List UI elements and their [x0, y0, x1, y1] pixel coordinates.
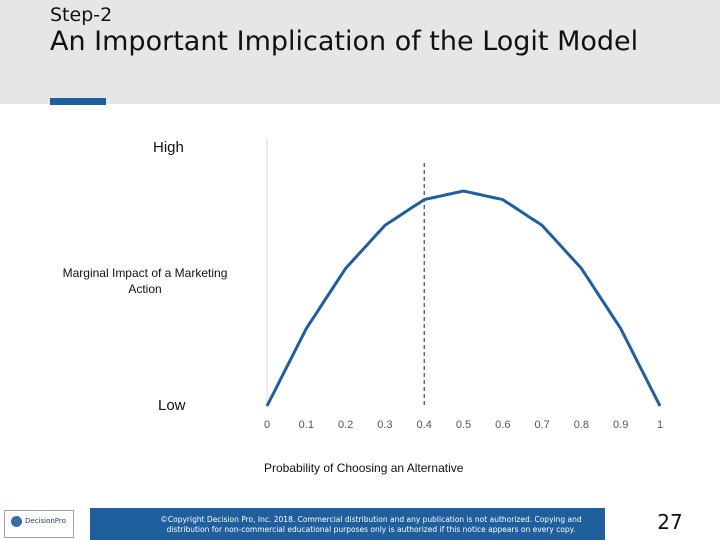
logo-text: DecisionPro [25, 517, 66, 525]
logo-icon [11, 516, 22, 527]
x-axis-title: Probability of Choosing an Alternative [264, 461, 464, 475]
y-axis-title: Marginal Impact of a Marketing Action [62, 266, 228, 296]
x-tick-label: 0.8 [573, 419, 590, 431]
page-number: 27 [657, 510, 683, 534]
x-tick-label: 0.6 [495, 419, 511, 431]
copyright-notice: ©Copyright Decision Pro, Inc. 2018. Commercial distribution and any publication is not authorized. Copying and distribution for non-commercial educational purposes only is authorized if this notice appears on every copy. [160, 515, 582, 534]
x-tick-label: 1 [656, 419, 664, 431]
x-tick-label: 0.1 [298, 419, 314, 431]
company-logo [4, 510, 74, 538]
x-tick-label: 0.9 [613, 419, 629, 431]
x-tick-label: 0.7 [534, 419, 550, 431]
y-label-low: Low [158, 397, 186, 414]
x-tick-label: 0.2 [337, 419, 354, 431]
x-tick-label: 0 [263, 419, 271, 431]
slide-title: An Important Implication of the Logit Model [50, 26, 639, 57]
x-tick-label: 0.4 [416, 419, 432, 431]
x-tick-label: 0.3 [377, 419, 393, 431]
x-tick-label: 0.5 [455, 419, 472, 431]
step-label: Step-2 [50, 4, 113, 26]
y-label-high: High [153, 139, 184, 156]
series-line [267, 191, 660, 406]
x-tick-labels [264, 419, 663, 431]
